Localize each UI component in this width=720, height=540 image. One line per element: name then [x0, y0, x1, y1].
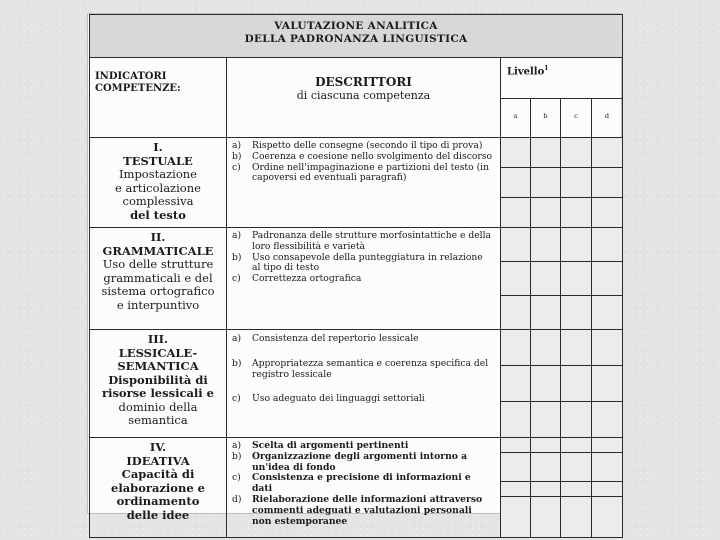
score-cell[interactable] [561, 228, 592, 262]
score-cell[interactable] [592, 168, 623, 198]
indicator-lessicale [90, 330, 227, 438]
score-cell[interactable] [531, 402, 561, 438]
indicator-subtitle: elaborazione e [111, 480, 205, 495]
score-cell[interactable] [592, 366, 623, 402]
score-cell[interactable] [592, 228, 623, 262]
indicator-subtitle: Impostazione [119, 167, 197, 181]
indicator-subtitle: risorse lessicali e [102, 386, 214, 400]
indicator-name: TESTUALE [123, 153, 193, 168]
indicator-subtitle: ordinamento [116, 494, 200, 508]
indicator-name: IDEATIVA [126, 453, 190, 468]
descriptor-text: Appropriatezza semantica e coerenza specifica del registro lessicale [252, 357, 489, 380]
row-grammaticale-a [90, 228, 623, 262]
score-cell[interactable] [531, 296, 561, 330]
descriptor-letter: c) [232, 472, 241, 484]
score-cell[interactable] [501, 482, 531, 497]
descrittori-sublabel: di ciascuna competenza [296, 89, 431, 102]
indicator-ideativa [90, 438, 227, 538]
score-cell[interactable] [561, 330, 592, 366]
descriptor-text: Scelta di argomenti pertinenti [252, 440, 409, 451]
descriptor-letter: b) [232, 450, 242, 462]
descriptor-item [232, 495, 494, 527]
descrittori-label: DESCRITTORI [315, 75, 412, 89]
descriptor-letter: d) [232, 493, 242, 505]
competenze-label: COMPETENZE: [95, 83, 181, 94]
score-cell[interactable] [501, 168, 531, 198]
score-cell[interactable] [592, 438, 623, 453]
descriptors-ideativa [227, 438, 501, 538]
descriptor-letter: a) [232, 440, 242, 451]
level-a: a [501, 99, 531, 138]
descriptor-text: Ordine nell'impaginazione e partizioni del testo (in capoversi ed eventuali paragrafi) [252, 161, 490, 184]
score-cell[interactable] [592, 402, 623, 438]
descriptor-letter: a) [232, 230, 242, 241]
score-cell[interactable] [531, 438, 561, 453]
indicatori-header [90, 58, 227, 138]
descriptor-text: Uso adeguato dei linguaggi settoriali [252, 393, 425, 405]
descriptor-text: Rispetto delle consegne (secondo il tipo di prova) [252, 140, 483, 151]
score-cell[interactable] [592, 138, 623, 168]
indicator-name-2: SEMANTICA [117, 359, 199, 373]
descriptor-text: Organizzazione degli argomenti intorno a un'idea di fondo [252, 450, 468, 473]
score-cell[interactable] [592, 330, 623, 366]
indicator-name: GRAMMATICALE [102, 243, 214, 258]
score-cell[interactable] [561, 168, 592, 198]
descriptor-letter: a) [232, 140, 242, 151]
score-cell[interactable] [561, 198, 592, 228]
score-cell[interactable] [501, 453, 531, 482]
descrittori-header [227, 58, 501, 138]
score-cell[interactable] [501, 262, 531, 296]
score-cell[interactable] [531, 228, 561, 262]
table-title [90, 15, 623, 58]
score-cell[interactable] [561, 138, 592, 168]
livello-header [501, 58, 623, 99]
indicator-subtitle: del testo [130, 207, 186, 222]
descriptor-item [232, 231, 494, 253]
descriptor-letter: b) [232, 251, 242, 263]
indicator-testuale [90, 138, 227, 228]
descriptors-grammaticale [227, 228, 501, 330]
descriptor-letter: c) [232, 161, 241, 173]
descriptor-text: Rielaborazione delle informazioni attraverso commenti adeguati e valutazioni personali non estemporanee [252, 493, 483, 527]
indicator-number: III. [147, 332, 169, 346]
level-b: b [531, 99, 561, 138]
indicator-subtitle: Capacità di [121, 467, 195, 481]
score-cell[interactable] [592, 497, 623, 538]
score-cell[interactable] [531, 262, 561, 296]
score-cell[interactable] [592, 262, 623, 296]
descriptor-item [232, 152, 494, 163]
descriptor-text: Padronanza delle strutture morfosintattiche e della loro flessibilità e varietà [252, 230, 492, 252]
indicator-grammaticale [90, 228, 227, 330]
descriptor-letter: a) [232, 333, 242, 344]
score-cell[interactable] [501, 198, 531, 228]
livello-label: Livello [507, 66, 545, 78]
score-cell[interactable] [592, 198, 623, 228]
row-lessicale-a [90, 330, 623, 366]
score-cell[interactable] [561, 497, 592, 538]
score-cell[interactable] [531, 482, 561, 497]
score-cell[interactable] [561, 438, 592, 453]
score-cell[interactable] [501, 366, 531, 402]
score-cell[interactable] [531, 453, 561, 482]
indicator-number: II. [150, 230, 166, 244]
descriptor-text: Consistenza del repertorio lessicale [252, 333, 419, 344]
score-cell[interactable] [531, 138, 561, 168]
score-cell[interactable] [561, 296, 592, 330]
indicator-number: IV. [149, 440, 167, 454]
title-row [90, 15, 623, 58]
descriptor-text: Consistenza e precisione di informazioni e dati [252, 472, 471, 495]
score-cell[interactable] [501, 228, 531, 262]
indicator-subtitle: delle idee [126, 507, 190, 522]
indicator-name: LESSICALE- [118, 345, 198, 360]
score-cell[interactable] [531, 168, 561, 198]
score-cell[interactable] [501, 497, 531, 538]
title-line-1: VALUTAZIONE ANALITICA [274, 20, 438, 32]
score-cell[interactable] [561, 366, 592, 402]
level-c: c [561, 99, 592, 138]
descriptor-letter: c) [232, 273, 241, 285]
score-cell[interactable] [561, 453, 592, 482]
score-cell[interactable] [501, 138, 531, 168]
score-cell[interactable] [531, 366, 561, 402]
score-cell[interactable] [501, 330, 531, 366]
descriptors-lessicale [227, 330, 501, 438]
level-d: d [592, 99, 623, 138]
descriptor-item [232, 359, 494, 381]
descriptor-item [232, 452, 494, 474]
descriptor-letter: b) [232, 150, 242, 162]
score-cell[interactable] [592, 482, 623, 497]
score-cell[interactable] [531, 198, 561, 228]
indicator-subtitle: semantica [128, 413, 188, 427]
row-ideativa-a [90, 438, 623, 453]
indicatori-label: INDICATORI [95, 71, 167, 82]
descriptor-item [232, 274, 494, 285]
indicator-subtitle: e interpuntivo [116, 297, 200, 312]
indicator-subtitle: dominio della [118, 399, 198, 414]
score-cell[interactable] [561, 402, 592, 438]
score-cell[interactable] [501, 402, 531, 438]
evaluation-sheet [87, 13, 622, 527]
evaluation-table [89, 14, 623, 538]
indicator-subtitle: sistema ortografico [101, 284, 215, 298]
score-cell[interactable] [531, 330, 561, 366]
indicator-subtitle: e articolazione [115, 180, 201, 195]
score-cell[interactable] [592, 453, 623, 482]
indicator-subtitle: grammaticali e del [103, 270, 213, 285]
indicator-subtitle: Uso delle strutture [102, 257, 214, 271]
descriptor-text: Coerenza e coesione nello svolgimento del discorso [252, 150, 493, 162]
indicator-number: I. [153, 140, 163, 154]
descriptor-item [232, 163, 494, 185]
descriptor-item [232, 253, 494, 275]
descriptor-text: Uso consapevole della punteggiatura in relazione al tipo di testo [252, 251, 483, 274]
livello-footnote-mark: 1 [544, 65, 549, 72]
score-cell[interactable] [561, 262, 592, 296]
descriptor-item [232, 334, 494, 345]
score-cell[interactable] [501, 438, 531, 453]
score-cell[interactable] [501, 296, 531, 330]
indicator-subtitle: Disponibilità di [108, 372, 208, 387]
score-cell[interactable] [531, 497, 561, 538]
descriptor-item [232, 394, 494, 405]
title-line-2: DELLA PADRONANZA LINGUISTICA [244, 33, 468, 45]
score-cell[interactable] [561, 482, 592, 497]
descriptors-testuale [227, 138, 501, 228]
descriptor-letter: b) [232, 357, 242, 369]
descriptor-item [232, 473, 494, 495]
descriptor-text: Correttezza ortografica [252, 273, 362, 285]
descriptor-letter: c) [232, 393, 241, 405]
score-cell[interactable] [592, 296, 623, 330]
row-testuale-a [90, 138, 623, 168]
header-row [90, 58, 623, 99]
indicator-subtitle: complessiva [122, 194, 194, 208]
